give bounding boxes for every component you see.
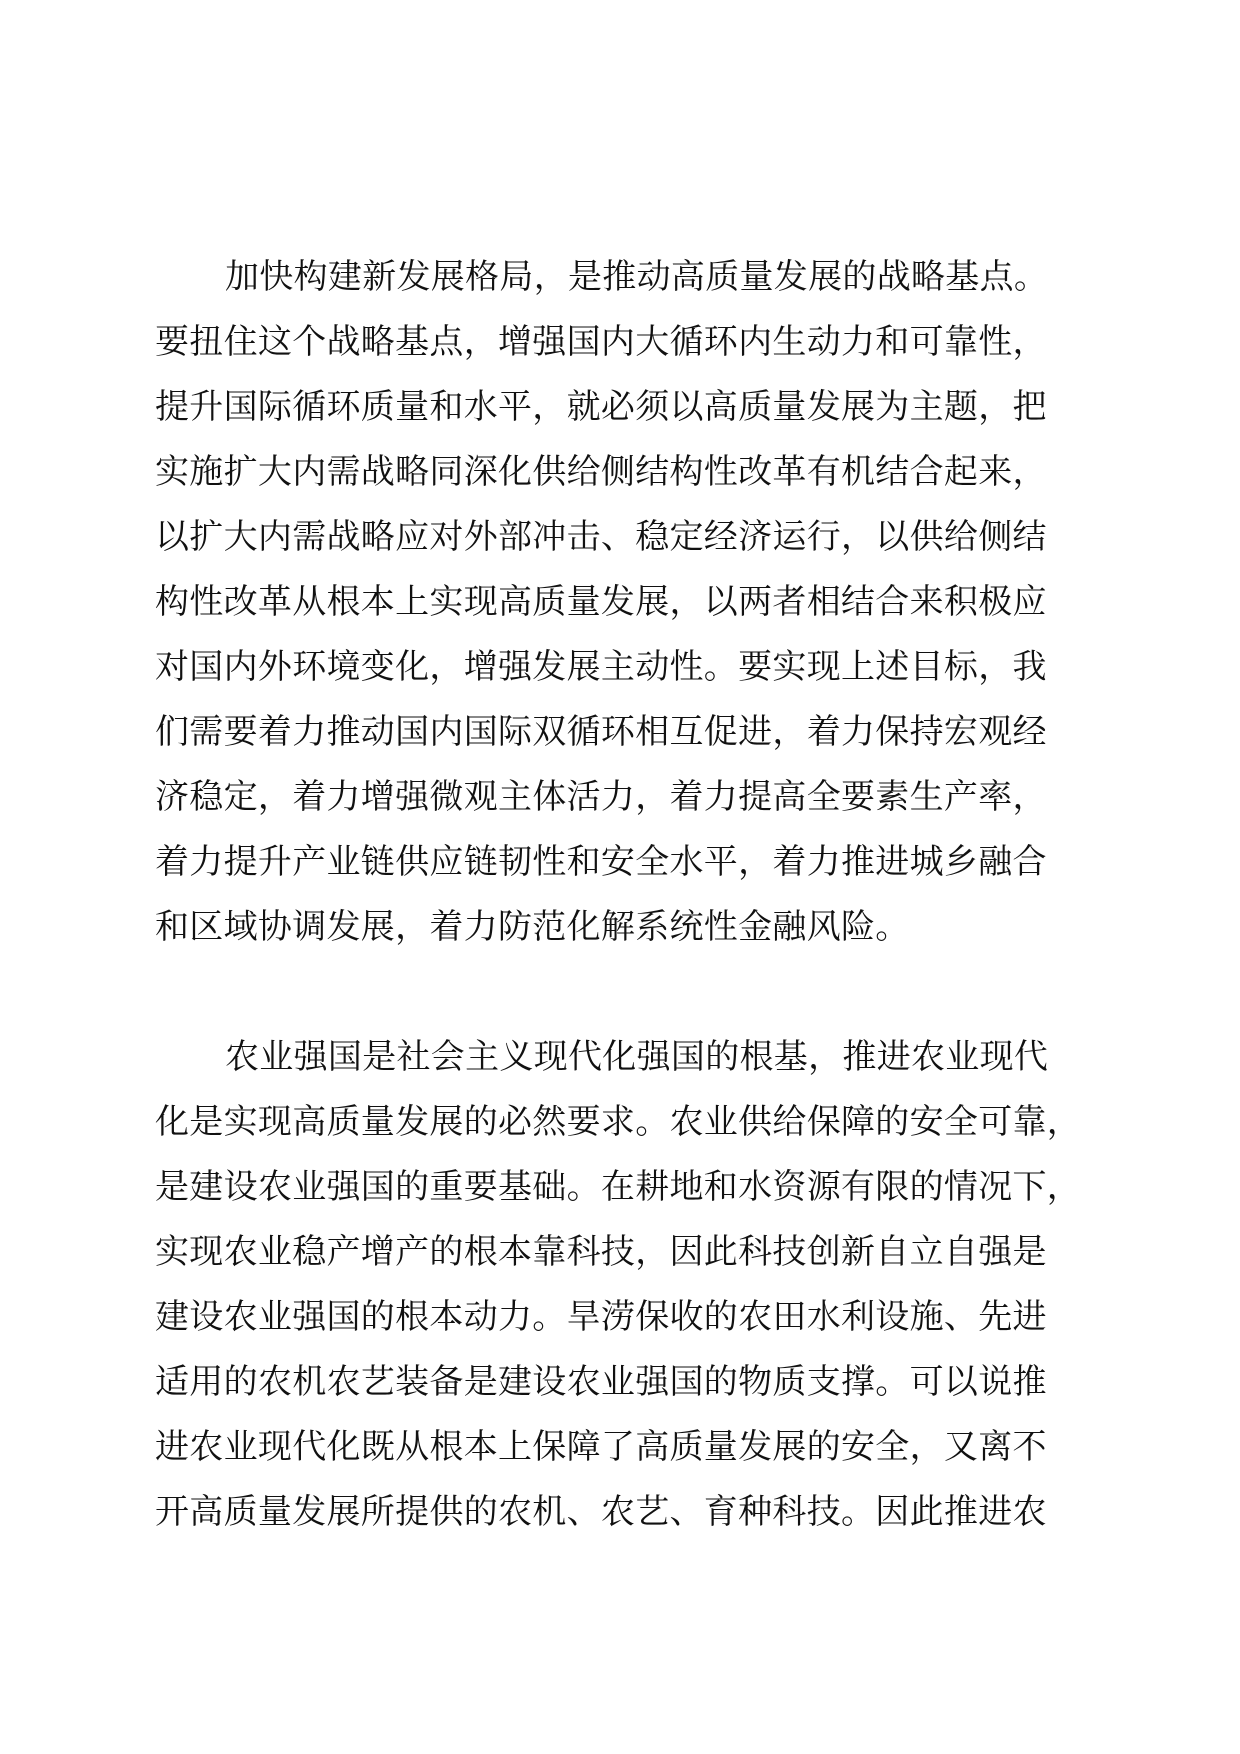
paragraph-2 [155, 1025, 1095, 1545]
text-line: 着力提升产业链供应链韧性和安全水平，着力推进城乡融合 [155, 842, 1047, 882]
text-line: 要扭住这个战略基点，增强国内大循环内生动力和可靠性， [155, 322, 1047, 362]
text-line: 建设农业强国的根本动力。旱涝保收的农田水利设施、先进 [155, 1297, 1047, 1337]
document-body [155, 245, 1095, 1545]
text-line: 实现农业稳产增产的根本靠科技，因此科技创新自立自强是 [155, 1232, 1047, 1272]
text-line: 实施扩大内需战略同深化供给侧结构性改革有机结合起来， [155, 452, 1047, 492]
paragraph-1 [155, 245, 1095, 960]
text-line: 加快构建新发展格局，是推动高质量发展的战略基点。 [225, 257, 1049, 297]
text-line: 进农业现代化既从根本上保障了高质量发展的安全，又离不 [155, 1427, 1047, 1467]
text-line: 适用的农机农艺装备是建设农业强国的物质支撑。可以说推 [155, 1362, 1047, 1402]
text-line: 和区域协调发展，着力防范化解系统性金融风险。 [155, 907, 910, 947]
text-line: 们需要着力推动国内国际双循环相互促进，着力保持宏观经 [155, 712, 1047, 752]
text-line: 对国内外环境变化，增强发展主动性。要实现上述目标，我 [155, 647, 1047, 687]
text-line: 提升国际循环质量和水平，就必须以高质量发展为主题，把 [155, 387, 1047, 427]
text-line: 化是实现高质量发展的必然要求。农业供给保障的安全可靠， [155, 1102, 1082, 1142]
text-line: 农业强国是社会主义现代化强国的根基，推进农业现代 [225, 1037, 1049, 1077]
paragraph-gap [155, 960, 1095, 1025]
text-line: 以扩大内需战略应对外部冲击、稳定经济运行，以供给侧结 [155, 517, 1047, 557]
text-line: 开高质量发展所提供的农机、农艺、育种科技。因此推进农 [155, 1492, 1047, 1532]
text-line: 构性改革从根本上实现高质量发展，以两者相结合来积极应 [155, 582, 1047, 622]
text-line: 济稳定，着力增强微观主体活力，着力提高全要素生产率， [155, 777, 1047, 817]
text-line: 是建设农业强国的重要基础。在耕地和水资源有限的情况下， [155, 1167, 1082, 1207]
